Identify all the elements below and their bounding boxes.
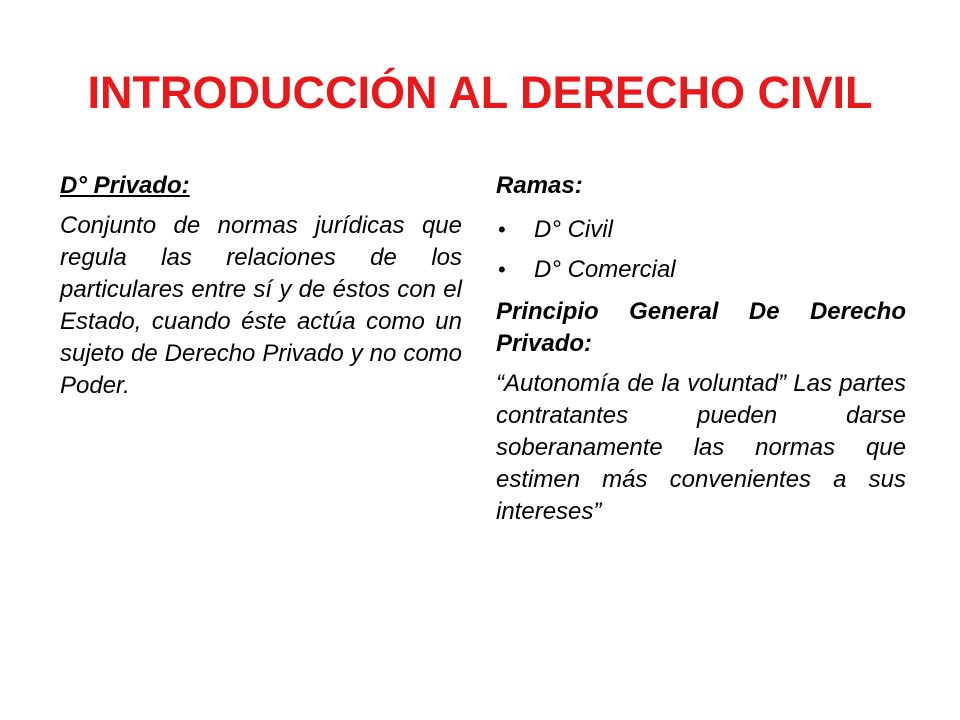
principle-text: “Autonomía de la voluntad” Las partes contratantes pueden darse soberanamente las normas que estimen más convenientes a sus intereses” (496, 370, 906, 525)
list-item (496, 250, 906, 290)
branch-label: D° Comercial (534, 256, 676, 283)
slide-title: INTRODUCCIÓN AL DERECHO CIVIL (87, 67, 873, 118)
principle-heading: Principio General De Derecho Privado: (496, 298, 906, 357)
private-law-definition: Conjunto de normas jurídicas que regula las relaciones de los particulares entre sí y de éstos con el Estado, cuando éste actúa como un sujeto de Derecho Privado y no como Poder. (60, 212, 462, 399)
branches-list (496, 210, 906, 290)
private-law-heading: D° Privado: (60, 172, 190, 199)
left-column (60, 170, 462, 410)
list-item (496, 210, 906, 250)
branches-heading: Ramas: (496, 172, 583, 199)
bullet-icon: • (498, 217, 506, 242)
bullet-icon: • (498, 257, 506, 282)
branch-label: D° Civil (534, 216, 613, 243)
right-column (496, 170, 906, 536)
